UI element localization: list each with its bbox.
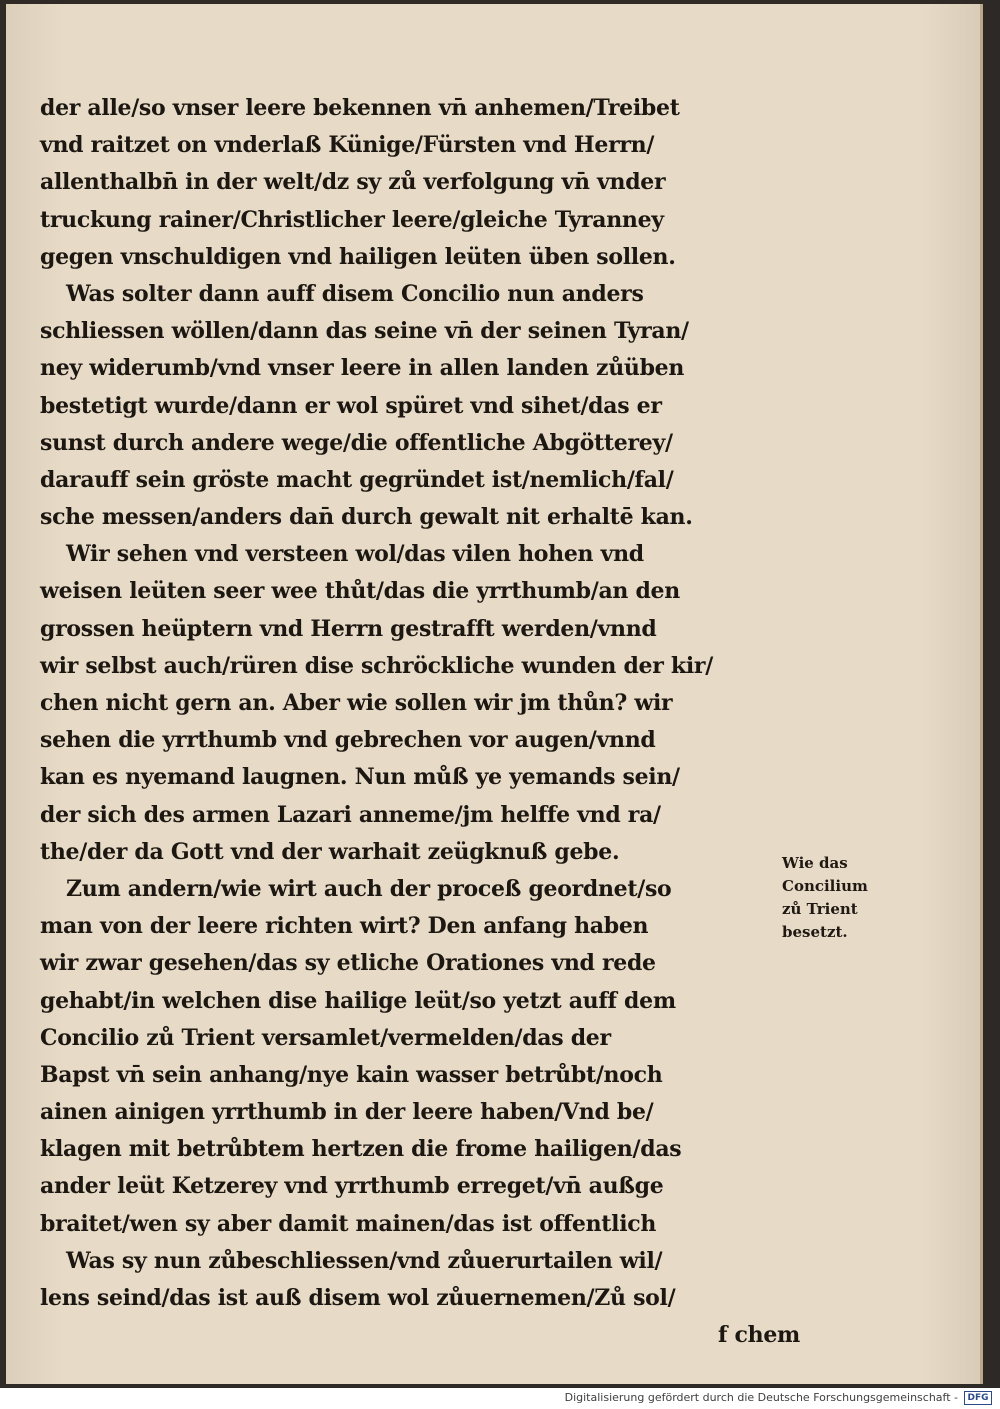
marginal-note-line: Concilium [782,877,868,895]
text-line: ney widerumb/vnd vnser leere in allen landen zůüben [40,355,685,382]
text-line: der sich des armen Lazari anneme/jm helffe vnd ra/ [40,801,661,828]
text-line: Bapst vn̄ sein anhang/nye kain wasser betrůbt/noch [40,1061,663,1088]
digitization-footer [0,1388,1000,1409]
text-line: Concilio zů Trient versamlet/vermelden/das der [40,1024,611,1051]
text-line: weisen leüten seer wee thůt/das die yrrthumb/an den [40,578,680,605]
marginal-note-line: besetzt. [782,923,848,941]
text-line: allenthalbn̄ in der welt/dz sy zů verfolgung vn̄ vnder [40,169,666,196]
text-line: ainen ainigen yrrthumb in der leere haben/Vnd be/ [40,1099,654,1126]
book-page [6,4,984,1384]
text-line: Was sy nun zůbeschliessen/vnd zůuerurtailen wil/ [66,1247,663,1274]
text-line: the/der da Gott vnd der warhait zeügknuß gebe. [40,838,620,865]
text-line: sche messen/anders dan̄ durch gewalt nit erhaltē kan. [40,504,693,531]
dfg-logo: DFG [964,1391,992,1405]
text-line: Zum andern/wie wirt auch der proceß geordnet/so [66,875,672,902]
text-line: der alle/so vnser leere bekennen vn̄ anhemen/Treibet [40,95,680,121]
text-line: truckung rainer/Christlicher leere/gleiche Tyranney [40,206,664,233]
scan-border [983,0,1000,1388]
text-line: kan es nyemand laugnen. Nun můß ye yemands sein/ [40,764,680,791]
text-line: wir selbst auch/rüren dise schröckliche wunden der kir/ [40,652,713,679]
main-text-column [40,90,800,1354]
funding-credit: Digitalisierung gefördert durch die Deutsche Forschungsgemeinschaft - [564,1391,958,1404]
text-line: bestetigt wurde/dann er wol spüret vnd sihet/das er [40,392,662,419]
text-line: gehabt/in welchen dise hailige leüt/so yetzt auff dem [40,987,676,1014]
text-line: lens seind/das ist auß disem wol zůuernemen/Zů sol/ [40,1285,676,1311]
text-line: wir zwar gesehen/das sy etliche Orationes vnd rede [40,950,656,977]
signature-catchword-line: f chem [718,1322,800,1349]
text-line: schliessen wöllen/dann das seine vn̄ der seinen Tyran/ [40,318,689,345]
text-line: braitet/wen sy aber damit mainen/das ist offentlich [40,1210,657,1237]
marginal-note [782,852,902,944]
text-line: klagen mit betrůbtem hertzen die frome hailigen/das [40,1136,682,1163]
text-line: Wir sehen vnd versteen wol/das vilen hohen vnd [66,541,644,568]
marginal-note-line: zů Trient [782,900,858,918]
text-line: darauff sein gröste macht gegründet ist/nemlich/fal/ [40,466,674,493]
text-line: man von der leere richten wirt? Den anfang haben [40,913,649,940]
text-line: sehen die yrrthumb vnd gebrechen vor augen/vnnd [40,727,656,754]
text-line: chen nicht gern an. Aber wie sollen wir jm thůn? wir [40,690,673,716]
text-line: gegen vnschuldigen vnd hailigen leüten üben sollen. [40,243,676,270]
text-line: sunst durch andere wege/die offentliche Abgötterey/ [40,429,673,456]
marginal-note-line: Wie das [782,854,848,872]
text-line: vnd raitzet on vnderlaß Künige/Fürsten vnd Herrn/ [40,132,655,159]
text-line: ander leüt Ketzerey vnd yrrthumb erreget/vn̄ außge [40,1173,664,1200]
text-line: Was solter dann auff disem Concilio nun anders [66,280,644,307]
text-line: grossen heüptern vnd Herrn gestrafft werden/vnnd [40,615,657,642]
